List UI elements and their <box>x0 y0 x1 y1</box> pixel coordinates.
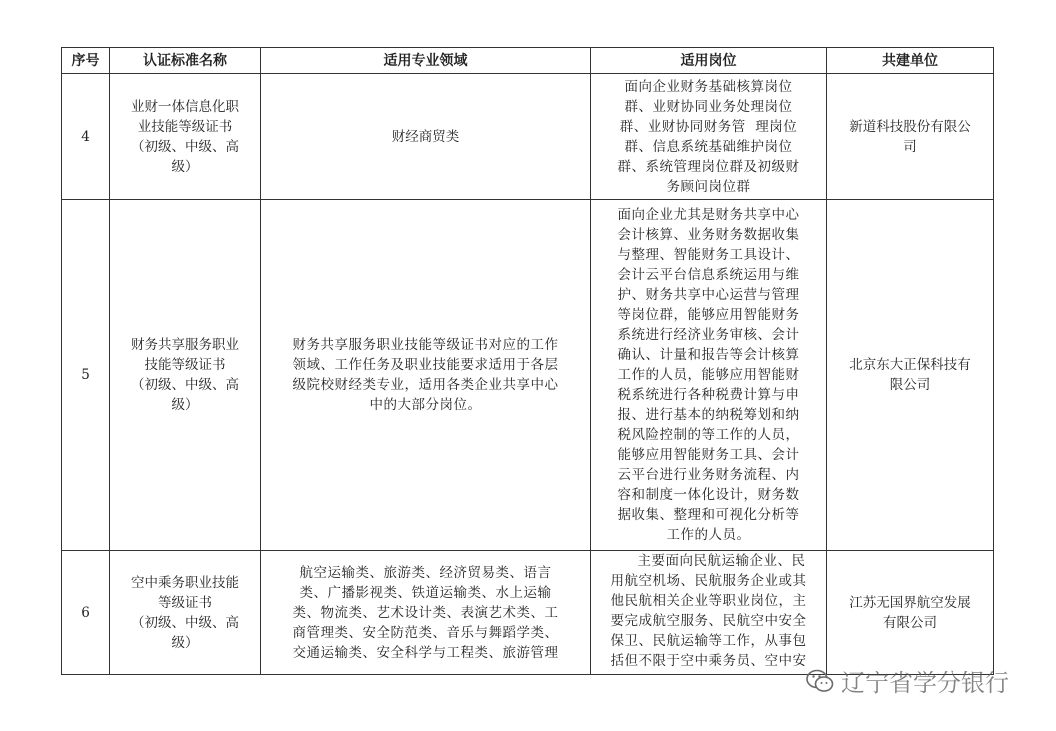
text-line: 务顾问岗位群 <box>666 178 751 195</box>
text-line: 能够应用智能财务工具、会计 <box>617 447 800 463</box>
text-line: 类、广播影视类、铁道运输类、水上运输 <box>299 585 552 601</box>
text-line: 新道科技股份有限公 <box>849 118 971 135</box>
text-line: 系统进行经济业务审核、会计 <box>617 327 800 343</box>
posts-text-block <box>597 551 820 674</box>
text-line: 用航空机场、民航服务企业或其 <box>610 573 807 589</box>
text-line: 北京东大正保科技有 <box>849 357 971 373</box>
field-cell <box>261 74 591 200</box>
posts-cell <box>591 200 827 551</box>
text-line: 级） <box>171 634 199 651</box>
text-line: 等岗位群，能够应用智能财务 <box>617 307 800 323</box>
text-line: 云平台进行业务财务流程、内 <box>617 467 800 483</box>
text-line: 与整理、智能财务工具设计、 <box>617 247 800 263</box>
wechat-icon <box>805 668 835 694</box>
text-line: 群、系统管理岗位群及初级财 <box>617 158 800 175</box>
text-line: 群、信息系统基础维护岗位 <box>624 138 793 155</box>
text-line: 税系统进行各种税费计算与申 <box>617 387 800 403</box>
unit-cell <box>827 551 994 675</box>
table-row <box>62 74 994 200</box>
text-line: 有限公司 <box>883 614 937 631</box>
watermark-text: 辽宁省学分银行 <box>841 669 1009 697</box>
text-line: 报、进行基本的纳税筹划和纳 <box>617 407 800 423</box>
cert-name-cell <box>110 200 261 551</box>
text-line: 技能等级证书 <box>144 357 226 373</box>
text-line: 群、业财协同业务处理岗位 <box>624 98 793 115</box>
text-line: 航空运输类、旅游类、经济贸易类、语言 <box>299 565 552 581</box>
header-no: 序号 <box>62 48 110 74</box>
text-line: 他民航相关企业等职业岗位，主 <box>610 593 807 609</box>
field-cell <box>261 200 591 551</box>
text-line: 保卫、民航运输等工作，从事包 <box>610 633 807 649</box>
text-line: 括但不限于空中乘务员、空中安 <box>610 653 807 669</box>
unit-cell <box>827 200 994 551</box>
text-line: （初级、中级、高 <box>131 377 239 393</box>
text-line: （初级、中级、高 <box>131 614 239 631</box>
table-header-row <box>62 48 994 74</box>
table-row <box>62 200 994 551</box>
text-line: 级院校财经类专业，适用各类企业共享中心 <box>292 377 559 393</box>
text-line: 工作的人员，能够应用智能财 <box>617 367 800 383</box>
text-line: 财务共享服务职业技能等级证书对应的工作 <box>292 337 559 353</box>
text-line: 容和制度一体化设计，财务数 <box>617 487 800 503</box>
text-line: 要完成航空服务、民航空中安全 <box>610 613 807 629</box>
certification-table <box>61 47 994 675</box>
header-posts: 适用岗位 <box>591 48 827 74</box>
text-line: 交通运输类、安全科学与工程类、旅游管理 <box>292 645 559 661</box>
unit-cell <box>827 74 994 200</box>
text-line: （初级、中级、高 <box>131 138 239 155</box>
text-line: 司 <box>903 138 917 155</box>
text-line: 财经商贸类 <box>391 128 460 145</box>
text-line: 领域、工作任务及职业技能要求适用于各层 <box>292 357 559 373</box>
field-cell <box>261 551 591 675</box>
posts-cell <box>591 74 827 200</box>
field-text-block <box>273 551 578 674</box>
text-line: 商管理类、安全防范类、音乐与舞蹈学类、 <box>292 625 559 641</box>
text-line: 业财一体信息化职 <box>131 98 239 115</box>
text-line: 群、业财协同财务管 理岗位 <box>619 118 798 135</box>
row-number: 5 <box>62 200 110 551</box>
text-line: 会计核算、业务财务数据收集 <box>617 227 800 243</box>
text-line: 等级证书 <box>158 594 212 611</box>
text-line: 工作的人员。 <box>666 527 751 543</box>
text-line: 业技能等级证书 <box>137 118 233 135</box>
table-row <box>62 551 994 675</box>
header-cert-name: 认证标准名称 <box>110 48 261 74</box>
cert-name-cell <box>110 74 261 200</box>
header-unit: 共建单位 <box>827 48 994 74</box>
text-line: 类、物流类、艺术设计类、表演艺术类、工 <box>292 605 559 621</box>
header-field: 适用专业领域 <box>261 48 591 74</box>
text-line: 财务共享服务职业 <box>131 337 239 353</box>
text-line: 护、财务共享中心运营与管理 <box>617 287 800 303</box>
text-line: 级） <box>171 397 199 413</box>
text-line: 面向企业尤其是财务共享中心 <box>617 207 800 223</box>
text-line: 江苏无国界航空发展 <box>849 594 971 611</box>
row-number: 6 <box>62 551 110 675</box>
text-line: 确认、计量和报告等会计核算 <box>617 347 800 363</box>
text-line: 空中乘务职业技能 <box>131 574 239 591</box>
text-line: 中的大部分岗位。 <box>369 397 482 413</box>
text-line: 限公司 <box>889 377 931 393</box>
text-line: 级） <box>171 158 199 175</box>
cert-name-cell <box>110 551 261 675</box>
text-line: 主要面向民航运输企业、民 <box>637 553 806 569</box>
row-number: 4 <box>62 74 110 200</box>
text-line: 税风险控制的等工作的人员， <box>617 427 800 443</box>
text-line: 面向企业财务基础核算岗位 <box>624 78 793 95</box>
posts-cell <box>591 551 827 675</box>
text-line: 会计云平台信息系统运用与维 <box>617 267 800 283</box>
watermark <box>805 663 1009 698</box>
text-line: 据收集、整理和可视化分析等 <box>617 507 800 523</box>
